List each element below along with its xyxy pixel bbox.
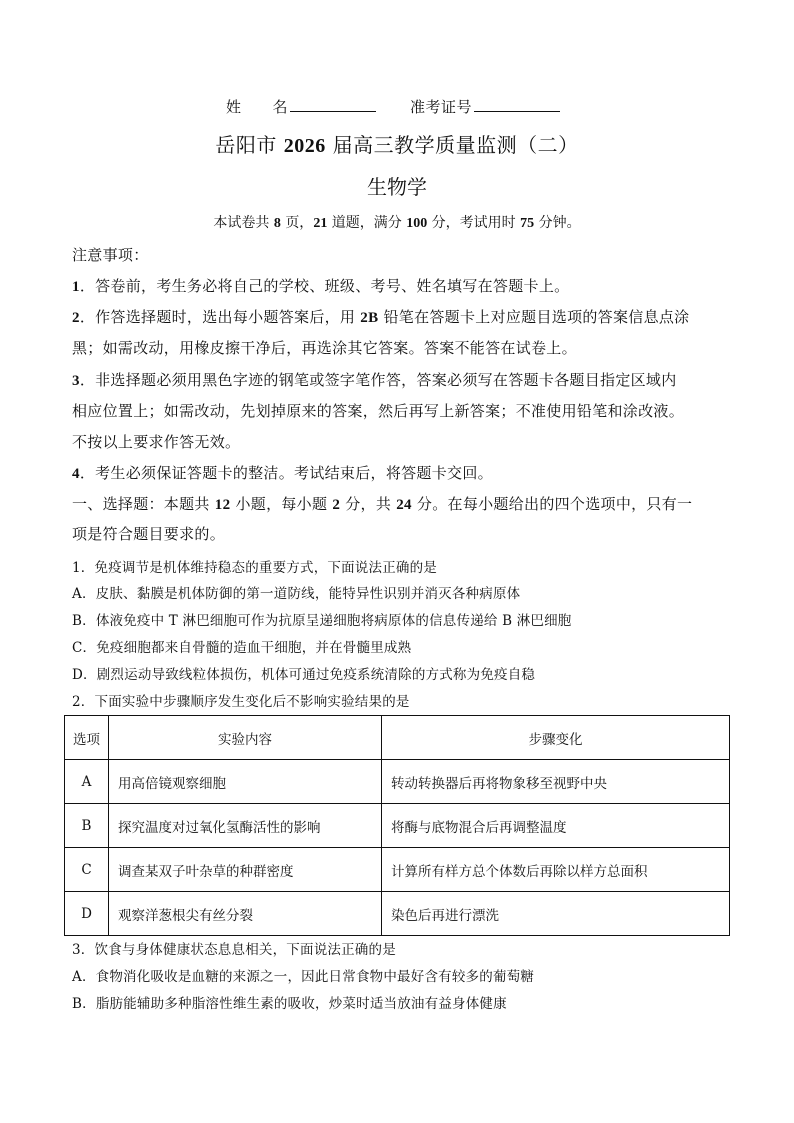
q1-option-a: A．皮肤、黏膜是机体防御的第一道防线，能特异性识别并消灭各种病原体 [72, 586, 521, 602]
name-label: 姓 名 [225, 98, 288, 116]
table-cell: A [65, 760, 109, 804]
exam-id-blank [474, 97, 560, 112]
q1-stem: 1．免疫调节是机体维持稳态的重要方式，下面说法正确的是 [72, 560, 437, 576]
candidate-info-line [0, 96, 794, 117]
q3-option-a: A．食物消化吸收是血糖的来源之一，因此日常食物中最好含有较多的葡萄糖 [72, 969, 535, 985]
q3-option-b: B．脂肪能辅助多种脂溶性维生素的吸收，炒菜时适当放油有益身体健康 [72, 996, 507, 1012]
table-cell: 计算所有样方总个体数后再除以样方总面积 [382, 848, 730, 892]
notice-item-3: 3．非选择题必须用黑色字迹的钢笔或签字笔作答，答案必须写在答题卡各题目指定区域内 [72, 371, 677, 389]
notice-item-3-cont2: 不按以上要求作答无效。 [72, 433, 241, 451]
notice-item-3-cont: 相应位置上；如需改动，先划掉原来的答案，然后再写上新答案；不准使用铅笔和涂改液。 [72, 402, 685, 420]
table-cell: 用高倍镜观察细胞 [109, 760, 382, 804]
table-cell: 观察洋葱根尖有丝分裂 [109, 892, 382, 936]
section1-heading: 一、选择题：本题共 12 小题，每小题 2 分，共 24 分。在每小题给出的四个选项中，只有一 [72, 495, 693, 513]
table-row [65, 848, 730, 892]
notice-item-2-cont: 黑；如需改动，用橡皮擦干净后，再选涂其它答案。答案不能答在试卷上。 [72, 339, 577, 357]
table-cell: 将酶与底物混合后再调整温度 [382, 804, 730, 848]
table-cell: 探究温度对过氧化氢酶活性的影响 [109, 804, 382, 848]
table-cell: C [65, 848, 109, 892]
exam-info: 本试卷共 8 页，21 道题，满分 100 分，考试用时 75 分钟。 [213, 215, 581, 231]
notice-item-2: 2．作答选择题时，选出每小题答案后，用 2B 铅笔在答题卡上对应题目选项的答案信息点涂 [72, 308, 690, 326]
q1-option-b: B．体液免疫中 T 淋巴细胞可作为抗原呈递细胞将病原体的信息传递给 B 淋巴细胞 [72, 613, 572, 629]
name-blank [290, 97, 376, 112]
exam-title: 岳阳市 2026 届高三教学质量监测（二） [215, 133, 579, 157]
table-cell: 染色后再进行漂洗 [382, 892, 730, 936]
q2-experiment-table [64, 715, 730, 936]
section1-heading-cont: 项是符合题目要求的。 [72, 525, 226, 543]
q2-stem: 2．下面实验中步骤顺序发生变化后不影响实验结果的是 [72, 694, 410, 710]
subject-title: 生物学 [367, 175, 427, 199]
table-row [65, 892, 730, 936]
table-header-cell: 实验内容 [109, 716, 382, 760]
table-header-cell: 选项 [65, 716, 109, 760]
table-header-cell: 步骤变化 [382, 716, 730, 760]
notice-heading: 注意事项： [72, 246, 149, 264]
q1-option-d: D．剧烈运动导致线粒体损伤，机体可通过免疫系统清除的方式称为免疫自稳 [72, 667, 536, 683]
table-cell: 调查某双子叶杂草的种群密度 [109, 848, 382, 892]
table-row [65, 760, 730, 804]
notice-item-1: 1．答卷前，考生务必将自己的学校、班级、考号、姓名填写在答题卡上。 [72, 277, 570, 295]
table-header-row [65, 716, 730, 760]
notice-item-4: 4．考生必须保证答题卡的整洁。考试结束后，将答题卡交回。 [72, 464, 493, 482]
table-cell: D [65, 892, 109, 936]
exam-id-label: 准考证号 [410, 98, 473, 116]
table-cell: 转动转换器后再将物象移至视野中央 [382, 760, 730, 804]
q1-option-c: C．免疫细胞都来自骨髓的造血干细胞，并在骨髓里成熟 [72, 640, 412, 656]
table-cell: B [65, 804, 109, 848]
table-row [65, 804, 730, 848]
q3-stem: 3．饮食与身体健康状态息息相关，下面说法正确的是 [72, 942, 396, 958]
